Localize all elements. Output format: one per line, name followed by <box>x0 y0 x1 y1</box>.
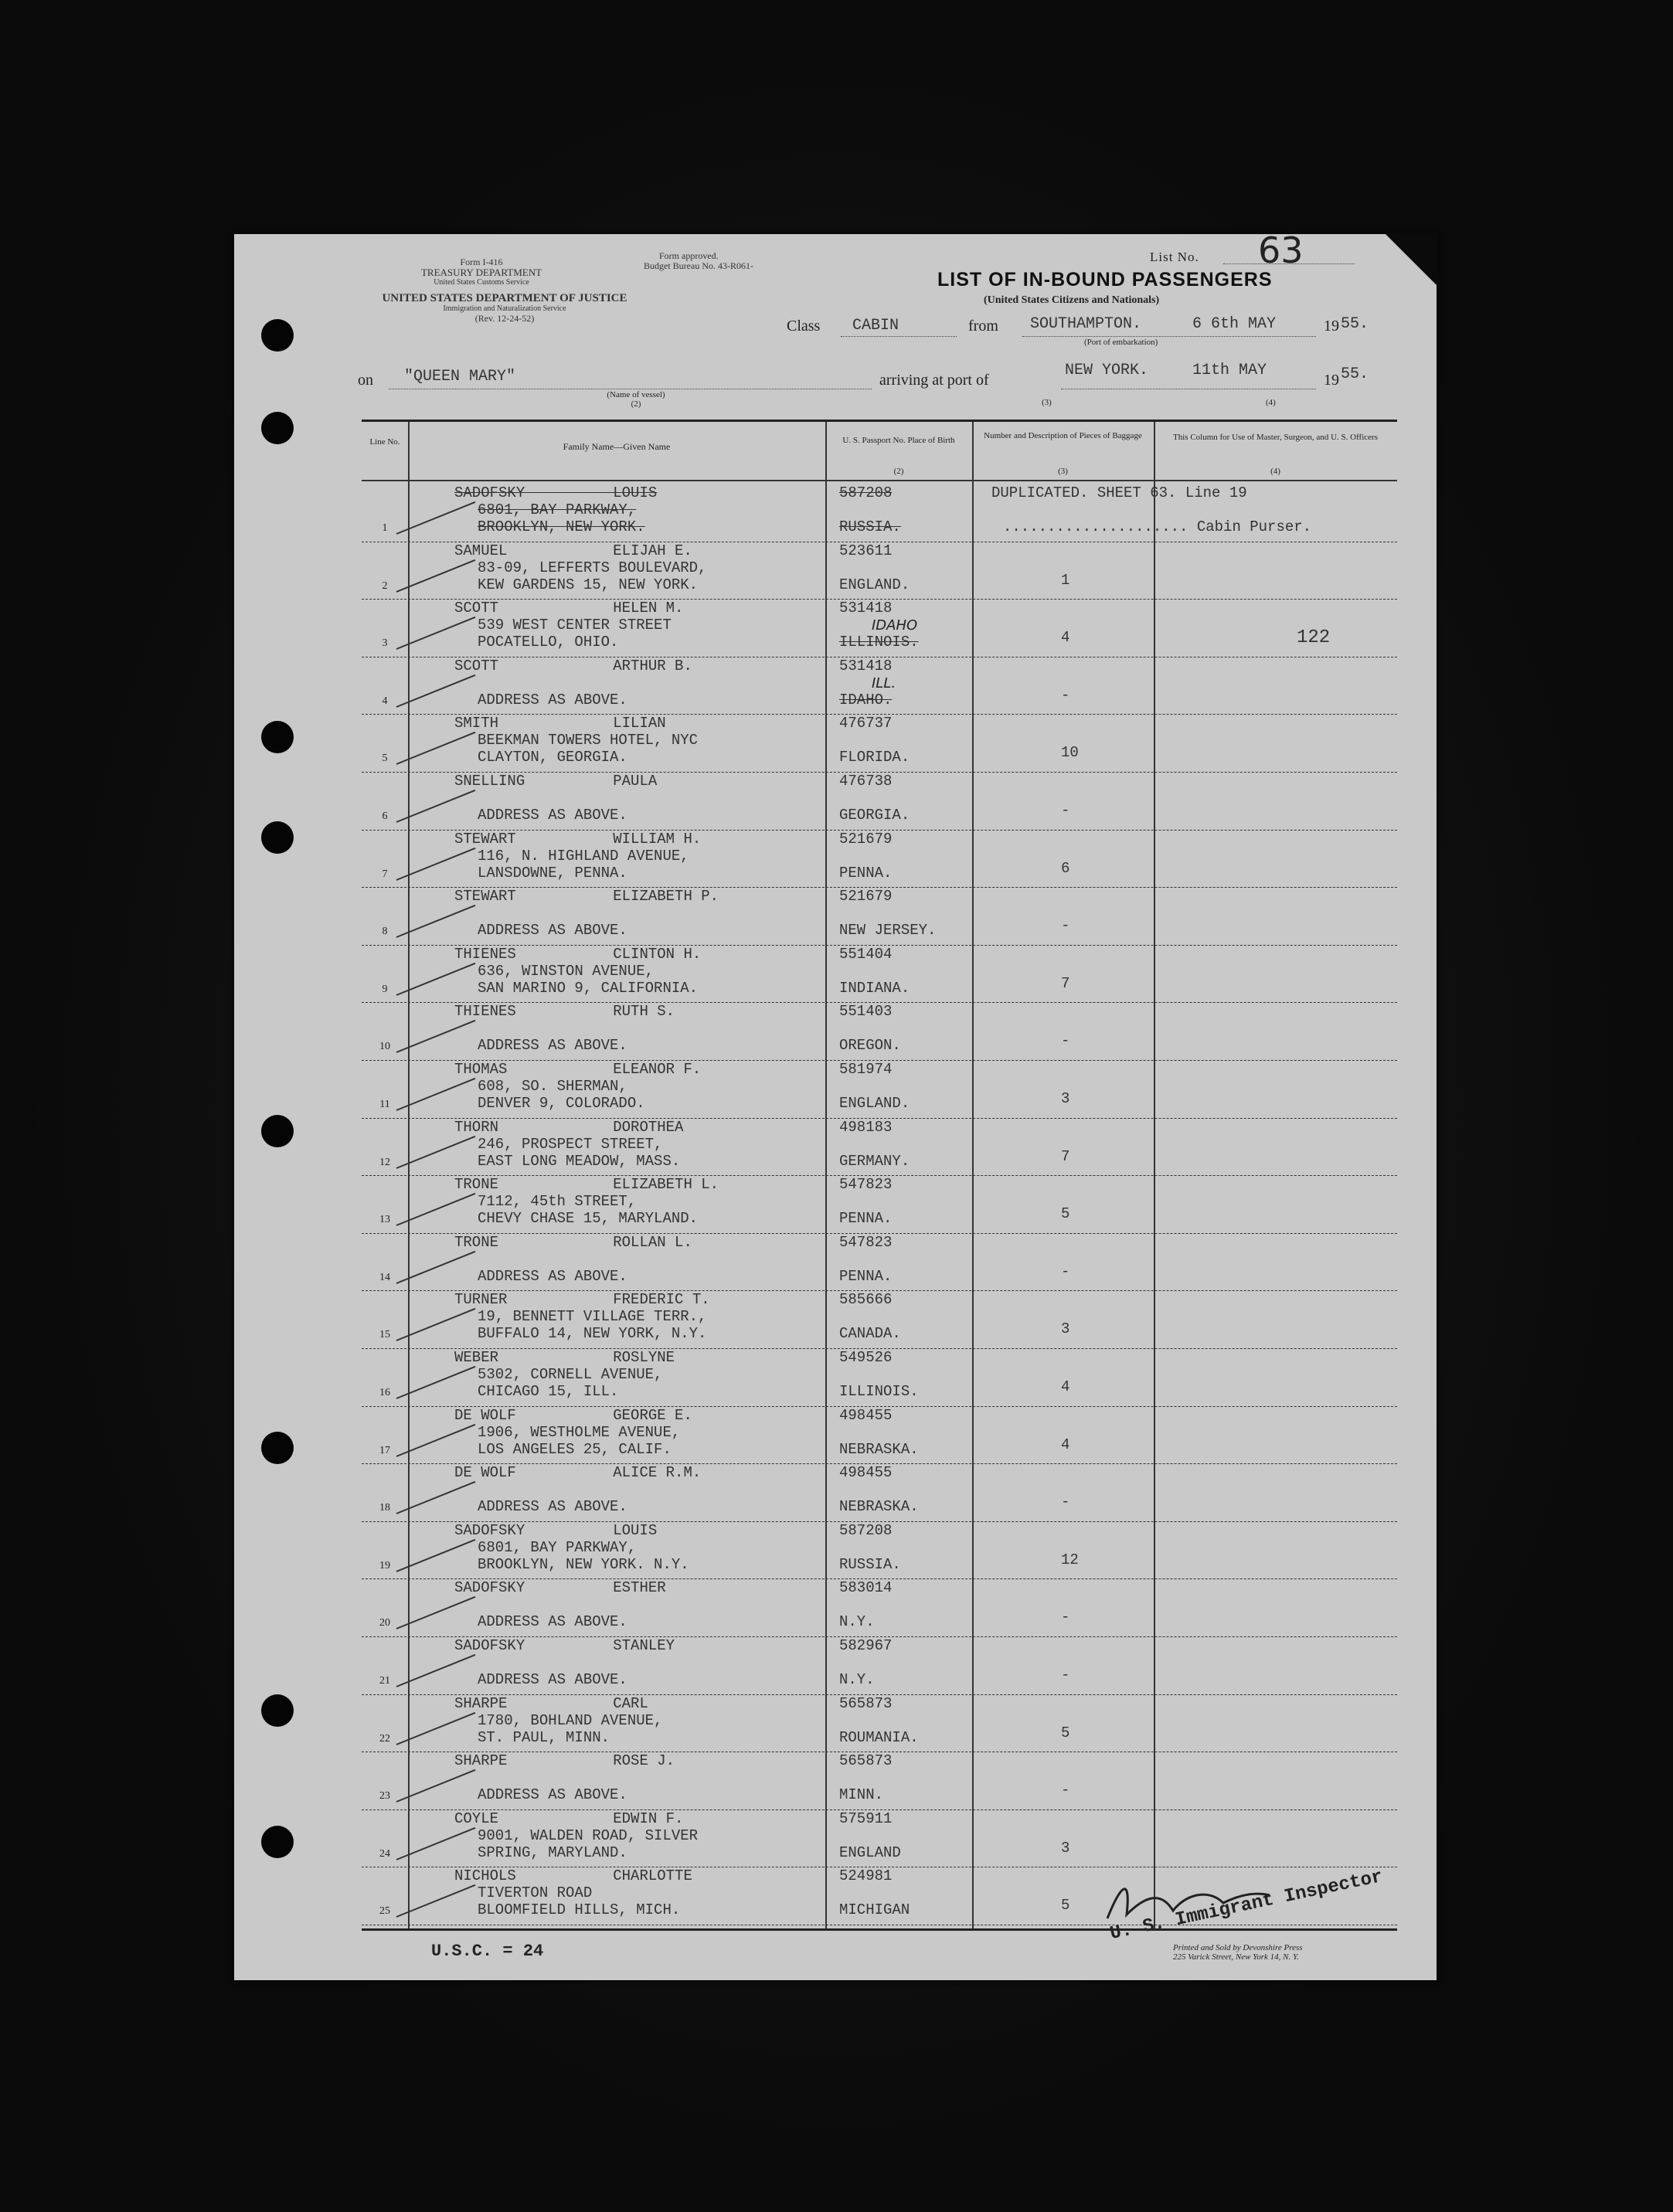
arrival-date: 11th MAY <box>1192 362 1267 379</box>
passenger-name: COYLE EDWIN F. <box>454 1809 684 1827</box>
baggage-count: - <box>1061 686 1070 704</box>
line-number: 20 <box>379 1617 390 1629</box>
place-of-birth: GERMANY. <box>839 1152 910 1170</box>
passenger-address: BEEKMAN TOWERS HOTEL, NYC <box>478 732 699 749</box>
place-of-birth: NEBRASKA. <box>839 1440 919 1458</box>
passenger-address: BLOOMFIELD HILLS, MICH. <box>478 1901 681 1919</box>
passenger-name: STEWART ELIZABETH P. <box>454 888 719 906</box>
passenger-address: BROOKLYN, NEW YORK. <box>478 518 645 535</box>
line-number: 24 <box>379 1847 390 1860</box>
arrival-year-label: 19 <box>1324 372 1339 389</box>
passenger-address: 83-09, LEFFERTS BOULEVARD, <box>478 559 707 576</box>
line-number: 2 <box>382 579 388 592</box>
col-header-name: Family Name—Given Name <box>563 441 671 452</box>
embark-year-label: 19 <box>1324 318 1339 335</box>
place-of-birth: IDAHO. <box>839 691 893 708</box>
passenger-name: SADOFSKY STANLEY <box>454 1637 675 1654</box>
line-number: 21 <box>379 1675 390 1687</box>
col-header-officers: This Column for Use of Master, Surgeon, and U. S. Officers <box>1173 433 1378 442</box>
place-of-birth: N.Y. <box>839 1671 875 1688</box>
passenger-address: ADDRESS AS ABOVE. <box>478 1671 627 1688</box>
passport-number: 551404 <box>839 945 893 963</box>
baggage-count: - <box>1061 1609 1070 1626</box>
place-of-birth: ENGLAND. <box>839 576 910 593</box>
line-number: 22 <box>379 1732 390 1745</box>
passport-number: 551403 <box>839 1003 893 1021</box>
baggage-count: 5 <box>1061 1897 1070 1915</box>
passport-number: 524981 <box>839 1867 893 1885</box>
place-of-birth: RUSSIA. <box>839 1555 901 1573</box>
passenger-name: SADOFSKY LOUIS <box>454 484 658 501</box>
passport-number: 585666 <box>839 1291 893 1309</box>
embark-note: (Port of embarkation) <box>1084 338 1158 347</box>
place-of-birth: PENNA. <box>839 1210 893 1228</box>
passenger-address: BUFFALO 14, NEW YORK, N.Y. <box>478 1325 707 1343</box>
passport-number: 587208 <box>839 1521 893 1539</box>
binder-hole <box>261 821 294 854</box>
binder-hole <box>261 1826 294 1858</box>
passenger-address: 116, N. HIGHLAND AVENUE, <box>478 847 689 865</box>
baggage-count: 3 <box>1061 1320 1070 1338</box>
from-label: from <box>968 318 998 335</box>
passenger-address: SAN MARINO 9, CALIFORNIA. <box>478 979 699 997</box>
form-identifier: Form I-416 TREASURY DEPARTMENT United States Customs Service <box>420 257 542 287</box>
port-of-embarkation: SOUTHAMPTON. <box>1030 315 1142 333</box>
binder-hole <box>261 412 294 444</box>
passenger-address: CLAYTON, GEORGIA. <box>478 749 627 766</box>
col4-marker: (4) <box>1266 398 1276 407</box>
line-number: 19 <box>379 1559 390 1572</box>
passenger-name: SHARPE ROSE J. <box>454 1752 675 1770</box>
line-number: 4 <box>382 695 388 707</box>
passport-number: 476737 <box>839 715 893 732</box>
passport-number: 587208 <box>839 484 893 501</box>
baggage-count: 4 <box>1061 1378 1070 1395</box>
passport-number: 498455 <box>839 1464 893 1482</box>
baggage-count: 6 <box>1061 859 1070 877</box>
col-header-line-no: Line No. <box>369 437 400 447</box>
col-header-baggage-num: (3) <box>1058 467 1068 476</box>
purser-note: ..................... Cabin Purser. <box>1003 518 1312 535</box>
baggage-count: 4 <box>1061 629 1070 647</box>
passenger-table <box>362 420 1397 1931</box>
usc-count: U.S.C. = 24 <box>431 1942 544 1961</box>
baggage-count: 3 <box>1061 1839 1070 1857</box>
baggage-count: - <box>1061 802 1070 819</box>
passenger-name: SAMUEL ELIJAH E. <box>454 542 692 559</box>
place-of-birth: NEBRASKA. <box>839 1498 919 1516</box>
passport-number: 565873 <box>839 1694 893 1712</box>
line-number: 1 <box>382 522 388 534</box>
baggage-count: 10 <box>1061 744 1079 762</box>
baggage-count: 5 <box>1061 1724 1070 1741</box>
passenger-address: KEW GARDENS 15, NEW YORK. <box>478 576 699 593</box>
passport-number: 565873 <box>839 1752 893 1770</box>
passenger-address: ADDRESS AS ABOVE. <box>478 1037 627 1055</box>
handwritten-correction: ILL. <box>872 674 896 691</box>
passport-number: 547823 <box>839 1233 893 1251</box>
passenger-address: ADDRESS AS ABOVE. <box>478 1613 627 1631</box>
line-number: 16 <box>379 1387 390 1398</box>
passenger-name: SADOFSKY LOUIS <box>454 1521 658 1539</box>
baggage-count: - <box>1061 1667 1070 1684</box>
baggage-count: - <box>1061 1032 1070 1050</box>
baggage-count: 7 <box>1061 974 1070 992</box>
passenger-address: TIVERTON ROAD <box>478 1884 593 1902</box>
folded-corner <box>1384 233 1438 287</box>
passenger-name: NICHOLS CHARLOTTE <box>454 1867 692 1885</box>
class-label: Class <box>787 318 821 335</box>
passport-number: 498455 <box>839 1406 893 1424</box>
officer-note: DUPLICATED. SHEET 63. Line 19 <box>991 484 1247 501</box>
place-of-birth: OREGON. <box>839 1037 901 1055</box>
line-number: 17 <box>379 1444 390 1456</box>
line-number: 15 <box>379 1329 390 1341</box>
passenger-address: SPRING, MARYLAND. <box>478 1843 627 1861</box>
baggage-count: 12 <box>1061 1551 1079 1568</box>
place-of-birth: FLORIDA. <box>839 749 910 766</box>
line-number: 18 <box>379 1502 390 1514</box>
line-number: 6 <box>382 810 388 822</box>
passenger-address: ADDRESS AS ABOVE. <box>478 1498 627 1516</box>
place-of-birth: N.Y. <box>839 1613 875 1631</box>
passport-number: 521679 <box>839 888 893 906</box>
passenger-name: WEBER ROSLYNE <box>454 1349 675 1366</box>
arrival-port: NEW YORK. <box>1065 362 1149 379</box>
on-label: on <box>358 372 373 389</box>
line-number: 3 <box>382 637 388 650</box>
handwritten-correction: IDAHO <box>872 617 918 634</box>
passenger-address: 1780, BOHLAND AVENUE, <box>478 1711 663 1729</box>
passenger-address: ADDRESS AS ABOVE. <box>478 922 627 940</box>
embark-year: 55. <box>1341 315 1369 333</box>
baggage-count: - <box>1061 1782 1070 1799</box>
place-of-birth: CANADA. <box>839 1325 901 1343</box>
passenger-address: 7112, 45th STREET, <box>478 1193 637 1211</box>
passport-number: 582967 <box>839 1637 893 1654</box>
department-block: UNITED STATES DEPARTMENT OF JUSTICE Immigration and Naturalization Service (Rev. 12-24-52) <box>382 292 627 324</box>
binder-hole <box>261 1432 294 1464</box>
passenger-address: 1906, WESTHOLME AVENUE, <box>478 1423 681 1441</box>
passport-number: 583014 <box>839 1579 893 1597</box>
passenger-name: SNELLING PAULA <box>454 773 658 790</box>
passenger-list-form <box>234 229 1437 1980</box>
passenger-name: THIENES RUTH S. <box>454 1003 675 1021</box>
passenger-address: POCATELLO, OHIO. <box>478 634 619 651</box>
col-header-officers-num: (4) <box>1270 467 1280 476</box>
passport-number: 498183 <box>839 1118 893 1136</box>
place-of-birth: RUSSIA. <box>839 518 901 535</box>
binder-hole <box>261 1115 294 1147</box>
list-no-label: List No. <box>1150 250 1199 264</box>
passenger-address: LOS ANGELES 25, CALIF. <box>478 1440 672 1458</box>
baggage-count: 4 <box>1061 1436 1070 1453</box>
inspector-signature <box>1100 1872 1277 1934</box>
passport-number: 547823 <box>839 1176 893 1194</box>
place-of-birth: INDIANA. <box>839 979 910 997</box>
passenger-address: ST. PAUL, MINN. <box>478 1728 610 1746</box>
passport-number: 581974 <box>839 1061 893 1078</box>
passenger-name: THOMAS ELEANOR F. <box>454 1061 702 1078</box>
place-of-birth: GEORGIA. <box>839 807 910 824</box>
passenger-address: 636, WINSTON AVENUE, <box>478 962 655 980</box>
class-value: CABIN <box>852 317 899 335</box>
passport-number: 476738 <box>839 773 893 790</box>
passport-number: 549526 <box>839 1349 893 1366</box>
passenger-address: CHEVY CHASE 15, MARYLAND. <box>478 1210 699 1228</box>
baggage-count: 5 <box>1061 1205 1070 1223</box>
passenger-address: ADDRESS AS ABOVE. <box>478 691 627 708</box>
baggage-count: 1 <box>1061 571 1070 589</box>
officer-note: 122 <box>1297 627 1331 649</box>
place-of-birth: ENGLAND <box>839 1843 901 1861</box>
col-header-passport-num: (2) <box>893 467 904 476</box>
vessel-note: (Name of vessel) (2) <box>607 390 665 409</box>
passport-number: 523611 <box>839 542 893 559</box>
passport-number: 531418 <box>839 600 893 617</box>
arrival-year: 55. <box>1341 365 1369 383</box>
passenger-name: DE WOLF GEORGE E. <box>454 1406 692 1424</box>
binder-hole <box>261 721 294 753</box>
line-number: 8 <box>382 926 388 938</box>
passenger-name: THORN DOROTHEA <box>454 1118 684 1136</box>
inspector-stamp: U. S. Immigrant Inspector <box>1108 1866 1385 1945</box>
binder-hole <box>261 319 294 352</box>
line-number: 5 <box>382 753 388 765</box>
baggage-count: - <box>1061 1262 1070 1280</box>
passenger-address: 539 WEST CENTER STREET <box>478 617 672 634</box>
passenger-address: DENVER 9, COLORADO. <box>478 1095 645 1112</box>
passenger-name: SCOTT ARTHUR B. <box>454 657 692 674</box>
vessel-name: "QUEEN MARY" <box>404 368 516 386</box>
line-number: 9 <box>382 983 388 995</box>
place-of-birth: ROUMANIA. <box>839 1728 919 1746</box>
printer-credit: Printed and Sold by Devonshire Press 225 Varick Street, New York 14, N. Y. <box>1173 1943 1303 1962</box>
place-of-birth: ILLINOIS. <box>839 634 919 651</box>
passenger-address: ADDRESS AS ABOVE. <box>478 1786 627 1804</box>
col-header-baggage: Number and Description of Pieces of Baggage <box>984 431 1142 440</box>
class-line <box>841 336 957 337</box>
place-of-birth: PENNA. <box>839 1267 893 1285</box>
place-of-birth: PENNA. <box>839 864 893 882</box>
place-of-birth: ENGLAND. <box>839 1095 910 1112</box>
place-of-birth: MINN. <box>839 1786 884 1804</box>
baggage-count: - <box>1061 1493 1070 1511</box>
baggage-count: - <box>1061 917 1070 935</box>
passenger-address: 9001, WALDEN ROAD, SILVER <box>478 1826 699 1844</box>
passenger-name: SHARPE CARL <box>454 1694 648 1712</box>
place-of-birth: ILLINOIS. <box>839 1383 919 1400</box>
line-number: 14 <box>379 1271 390 1283</box>
line-number: 7 <box>382 868 388 880</box>
place-of-birth: MICHIGAN <box>839 1901 910 1919</box>
list-no-value: 63 <box>1258 229 1304 271</box>
line-number: 10 <box>379 1041 390 1053</box>
baggage-count: 3 <box>1061 1090 1070 1107</box>
header-rule <box>362 480 1397 481</box>
line-number: 13 <box>379 1214 390 1226</box>
passenger-address: 6801, BAY PARKWAY, <box>478 1538 637 1556</box>
passenger-address: CHICAGO 15, ILL. <box>478 1383 619 1400</box>
binder-hole <box>261 1694 294 1727</box>
passenger-name: TRONE ELIZABETH L. <box>454 1176 719 1194</box>
passenger-address: ADDRESS AS ABOVE. <box>478 807 627 824</box>
line-number: 11 <box>379 1099 390 1110</box>
passenger-address: 6801, BAY PARKWAY, <box>478 501 637 518</box>
passenger-address: BROOKLYN, NEW YORK. N.Y. <box>478 1555 689 1573</box>
page-title: LIST OF IN-BOUND PASSENGERS <box>937 269 1273 291</box>
page-subtitle: (United States Citizens and Nationals) <box>984 294 1160 306</box>
passport-number: 531418 <box>839 657 893 674</box>
embarkation-date: 6 6th MAY <box>1192 315 1277 333</box>
passenger-address: 5302, CORNELL AVENUE, <box>478 1366 663 1383</box>
passenger-address: LANSDOWNE, PENNA. <box>478 864 627 882</box>
baggage-count: 7 <box>1061 1147 1070 1165</box>
passenger-address: EAST LONG MEADOW, MASS. <box>478 1152 681 1170</box>
col-header-passport: U. S. Passport No. Place of Birth <box>842 436 955 445</box>
line-number: 25 <box>379 1905 390 1918</box>
passport-number: 575911 <box>839 1809 893 1827</box>
passenger-address: 246, PROSPECT STREET, <box>478 1135 663 1153</box>
passenger-address: 19, BENNETT VILLAGE TERR., <box>478 1308 707 1326</box>
passenger-name: TURNER FREDERIC T. <box>454 1291 710 1309</box>
passport-number: 521679 <box>839 830 893 848</box>
budget-approval: Form approved. Budget Bureau No. 43-R061- <box>644 250 753 271</box>
arriving-label: arriving at port of <box>879 372 989 389</box>
from-line <box>1022 336 1316 337</box>
line-number: 12 <box>379 1156 390 1168</box>
passenger-name: STEWART WILLIAM H. <box>454 830 702 848</box>
passenger-name: TRONE ROLLAN L. <box>454 1233 692 1251</box>
passenger-address: 608, SO. SHERMAN, <box>478 1078 627 1095</box>
passenger-name: THIENES CLINTON H. <box>454 945 702 963</box>
passenger-name: DE WOLF ALICE R.M. <box>454 1464 702 1482</box>
place-of-birth: NEW JERSEY. <box>839 922 937 940</box>
line-number: 23 <box>379 1790 390 1803</box>
passenger-name: SADOFSKY ESTHER <box>454 1579 666 1597</box>
passenger-name: SMITH LILIAN <box>454 715 666 732</box>
col3-marker: (3) <box>1042 398 1052 407</box>
passenger-name: SCOTT HELEN M. <box>454 600 684 617</box>
passenger-address: ADDRESS AS ABOVE. <box>478 1267 627 1285</box>
